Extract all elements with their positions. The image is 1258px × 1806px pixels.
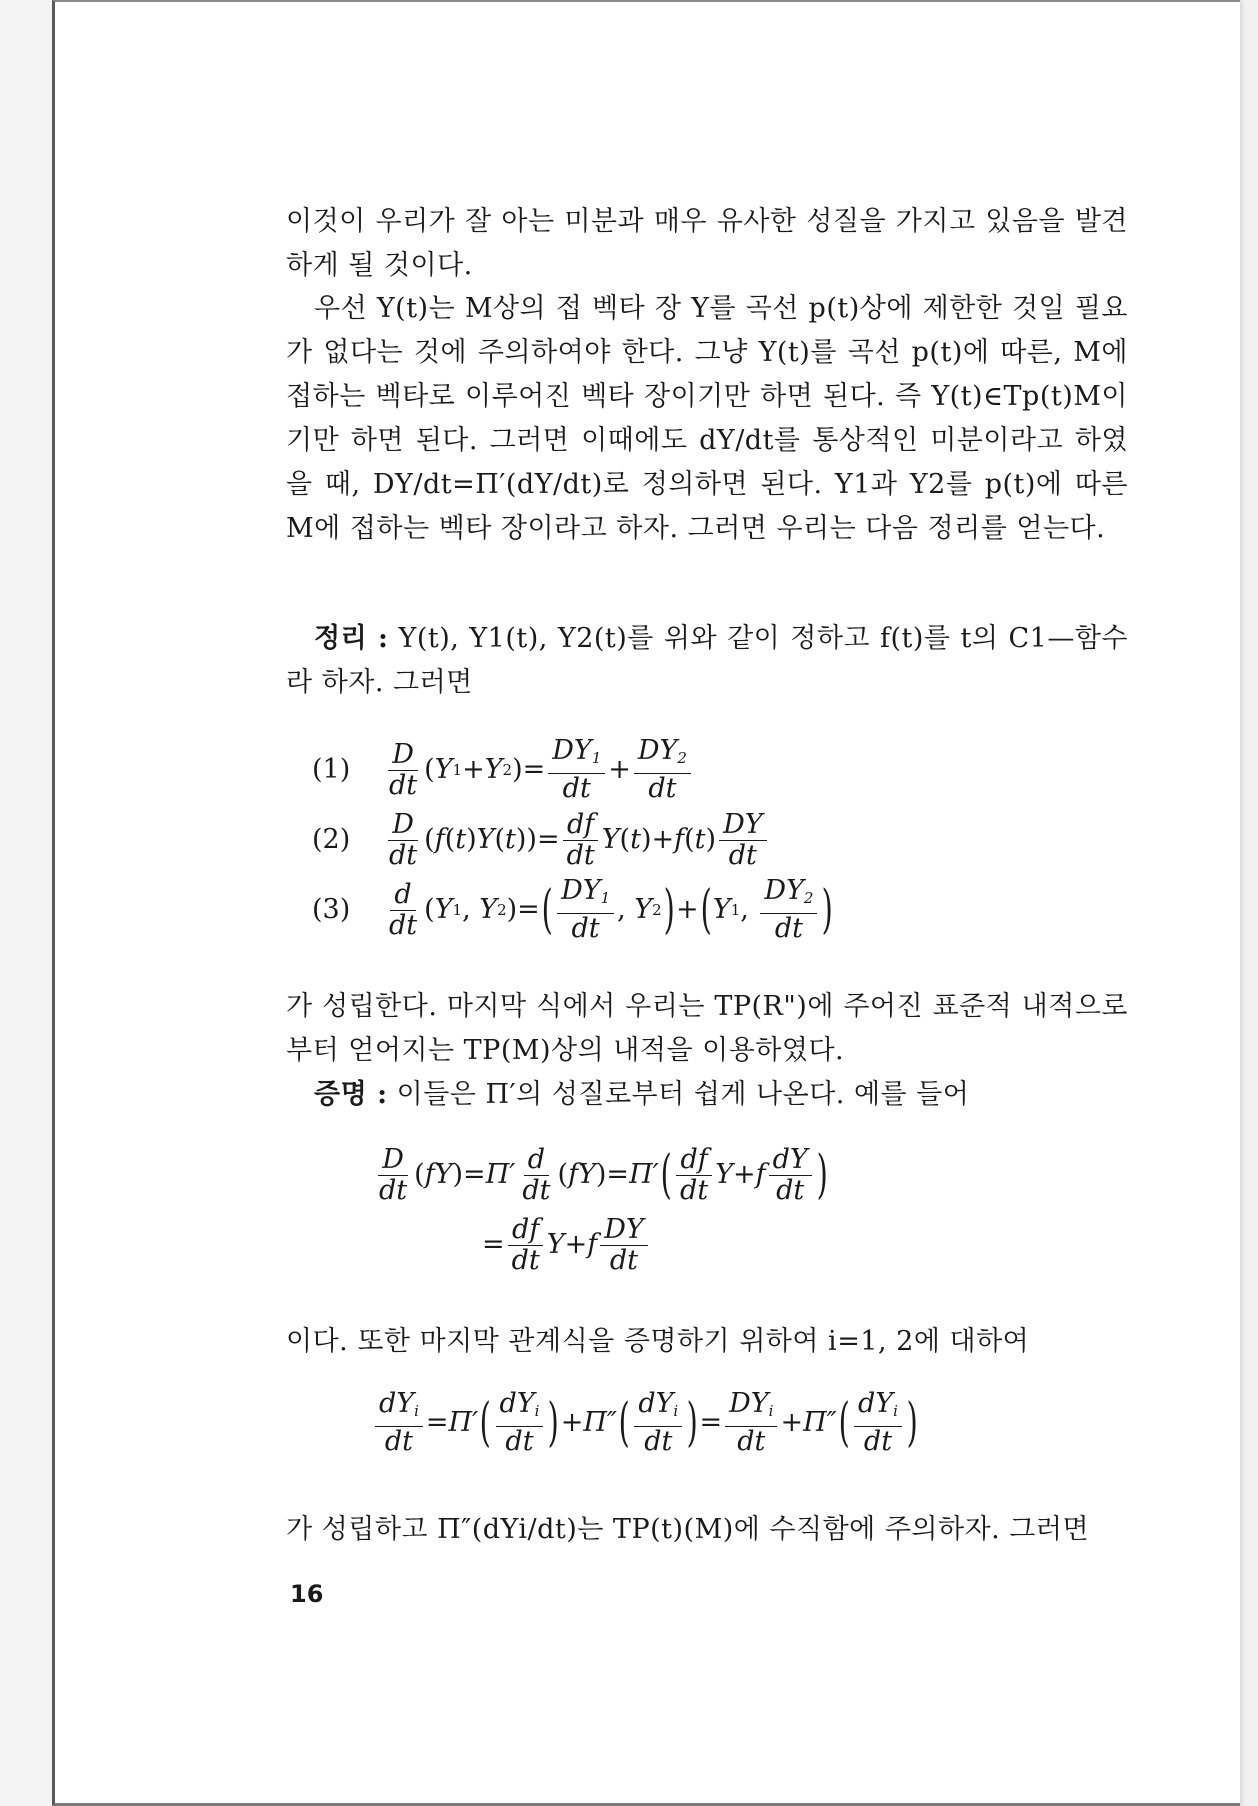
- eq-i-lhs: $\frac{dY_i}{dt}$: [375, 1389, 423, 1457]
- proof-equation-2: = $\frac{df}{dt}$ Y + f $\frac{DY}{dt}$: [372, 1210, 829, 1280]
- equation-1-operator: $\frac{D}{dt}$: [389, 738, 418, 801]
- theorem-equations: [312, 735, 835, 945]
- paragraph-5: [286, 1508, 1128, 1552]
- eq-i-t3: $\frac{DY_i}{dt}$: [725, 1389, 777, 1457]
- proof-eq2-df: $\frac{df}{dt}$: [508, 1215, 544, 1276]
- equation-1-term-2: $\frac{DY_2}{dt}$: [634, 736, 691, 804]
- paragraph-4-text: 이다. 또한 마지막 관계식을 증명하기 위하여 i=1, 2에 대하여: [286, 1326, 1030, 1357]
- equation-i: [372, 1388, 919, 1458]
- equation-3-term-2: $\frac{DY_2}{dt}$: [760, 876, 817, 944]
- paragraph-2-text: 우선 Y(t)는 M상의 접 벡타 장 Y를 곡선 p(t)상에 제한한 것일 필요가 없다는 것에 주의하여야 한다. 그냥 Y(t)를 곡선 p(t)에 따른, M에 접하는 벡타로 이루어진 벡타 장이기만 하면 된다. 즉 Y(t)∈Tp(t)M이기만 하면 된다. 그러면 이때에도 dY/dt를 통상적인 미분이라고 하였을 때, DY/dt=Π′(dY/dt)로 정의하면 된다. Y1과 Y2를 p(t)에 따른 M에 접하는 벡타 장이라고 하자. 그러면 우리는 다음 정리를 얻는다.: [286, 293, 1128, 544]
- proof-eq2-dy: $\frac{DY}{dt}$: [600, 1215, 647, 1276]
- equation-3: (3) $\frac{d}{dt}$ ( Y 1 , Y 2 )= ( $\frac{DY_1}{dt}$ , Y 2 ) + ( Y 1 , $\frac{DY_2}{dt}$ ): [312, 875, 834, 944]
- equation-3-operator: $\frac{d}{dt}$: [389, 878, 418, 941]
- paragraph-4: [286, 1320, 1128, 1364]
- proof-line: [286, 1073, 1128, 1117]
- equation-i-row: $\frac{dY_i}{dt}$ = Π′ ( $\frac{dY_i}{dt}$ ) + Π″ ( $\frac{dY_i}{dt}$ ) = $\frac{DY_i}{dt}$ + Π″ ( $\frac{dY_i}{dt}$ ): [372, 1388, 919, 1458]
- proof-eq1-dy: $\frac{dY}{dt}$: [769, 1145, 812, 1206]
- paragraph-3: [286, 985, 1128, 1117]
- paragraph-3-text: 가 성립한다. 마지막 식에서 우리는 TP(R")에 주어진 표준적 내적으로부터 얻어지는 TP(M)상의 내적을 이용하였다.: [286, 991, 1128, 1066]
- equation-3-term-1: $\frac{DY_1}{dt}$: [557, 876, 614, 944]
- eq-i-t2: $\frac{dY_i}{dt}$: [634, 1389, 682, 1457]
- theorem: [286, 617, 1128, 705]
- equation-1: (1) $\frac{D}{dt}$ ( Y 1 + Y 2 )= $\frac{DY_1}{dt}$ + $\frac{DY_2}{dt}$: [312, 735, 835, 805]
- left-margin: [0, 0, 52, 1806]
- equation-2-operator: $\frac{D}{dt}$: [389, 808, 418, 871]
- right-margin: [1240, 0, 1258, 1806]
- theorem-label: 정리 :: [314, 623, 389, 654]
- theorem-text: Y(t), Y1(t), Y2(t)를 위와 같이 정하고 f(t)를 t의 C1—함수라 하자. 그러면: [286, 623, 1128, 698]
- equation-2: (2) $\frac{D}{dt}$ ( f ( t ) Y ( t ))= $\frac{df}{dt}$ Y ( t )+ f ( t ) $\frac{DY}{dt}$: [312, 805, 835, 875]
- equation-1-term-1: $\frac{DY_1}{dt}$: [548, 736, 605, 804]
- paragraph-1: [286, 200, 1128, 288]
- equation-2-term-1: $\frac{df}{dt}$: [563, 810, 599, 871]
- proof-eq1-derivative: $\frac{d}{dt}$: [522, 1143, 551, 1206]
- proof-equations: [372, 1140, 829, 1280]
- paragraph-1-text: 이것이 우리가 잘 아는 미분과 매우 유사한 성질을 가지고 있음을 발견하게 될 것이다.: [286, 206, 1128, 281]
- equation-1-number: (1): [312, 754, 351, 785]
- eq-i-t1: $\frac{dY_i}{dt}$: [496, 1389, 544, 1457]
- theorem-text-line: [286, 617, 1128, 705]
- paragraph-2: [286, 287, 1128, 551]
- proof-label: 증명 :: [314, 1079, 388, 1110]
- paragraph-5-text: 가 성립하고 Π″(dYi/dt)는 TP(t)(M)에 수직함에 주의하자. 그러면: [286, 1514, 1090, 1545]
- equation-3-number: (3): [312, 894, 351, 925]
- eq-i-t4: $\frac{dY_i}{dt}$: [854, 1389, 902, 1457]
- proof-eq1-df: $\frac{df}{dt}$: [676, 1145, 712, 1206]
- equation-2-term-2: $\frac{DY}{dt}$: [719, 810, 766, 871]
- proof-eq1-operator: $\frac{D}{dt}$: [379, 1143, 408, 1206]
- proof-equation-1: $\frac{D}{dt}$ ( fY )= Π′ $\frac{d}{dt}$ ( fY )= Π′ ( $\frac{df}{dt}$ Y + f $\frac{dY}{dt}$ ): [372, 1140, 829, 1210]
- page-number: 16: [290, 1580, 324, 1608]
- proof-text: 이들은 Π′의 성질로부터 쉽게 나온다. 예를 들어: [396, 1079, 970, 1110]
- equation-2-number: (2): [312, 824, 351, 855]
